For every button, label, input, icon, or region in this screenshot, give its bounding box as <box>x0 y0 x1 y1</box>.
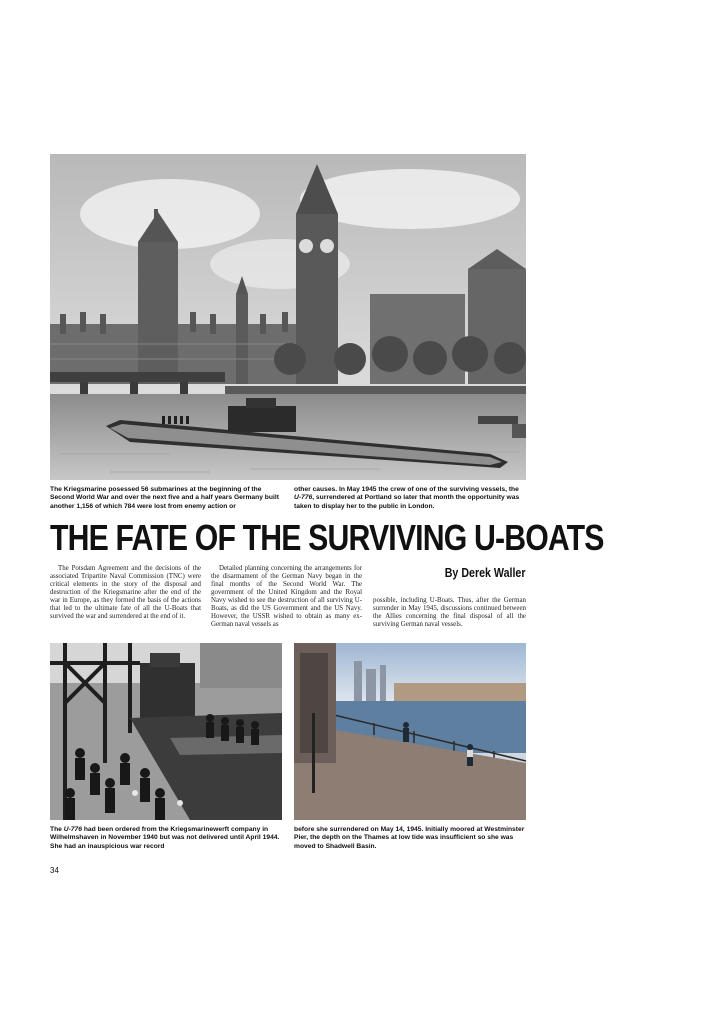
top-photo-westminster-uboat <box>50 154 526 480</box>
caption-text: The <box>50 826 64 833</box>
bottom-right-caption: before she surrendered on May 14, 1945. Initially moored at Westminster Pier, the depth on the Thames at low tide was insufficient so she was moved to Shadwell Basin. <box>294 826 525 850</box>
headline-text: THE FATE OF THE SURVIVING U-BOATS <box>50 517 604 558</box>
vessel-name: U-776 <box>63 826 82 833</box>
article-headline <box>50 516 604 560</box>
article-byline <box>380 565 526 580</box>
caption-text: , surrendered at Portland so later that month the opportunity was taken to display her to the public in London. <box>294 494 520 510</box>
page-number: 34 <box>50 866 59 875</box>
crowd-photo-graphic <box>50 643 282 820</box>
top-photo-caption-left: The Kriegsmarine posessed 56 submarines at the beginning of the Second World War and over the next five and a half years Germany built another 1,156 of which 784 were lost from enemy action or <box>50 486 279 510</box>
westminster-photo-graphic <box>50 154 526 480</box>
body-column-3: possible, including U-Boats. Thus, after the German surrender in May 1945, discussions continued between the Allies concerning the final disposal of all the surviving German naval vessels. <box>373 597 526 628</box>
basin-photo-graphic <box>294 643 526 820</box>
top-photo-caption-right <box>294 486 526 511</box>
photo-shadwell-basin-today <box>294 643 526 820</box>
byline-text: By Derek Waller <box>445 565 526 580</box>
caption-text: had been ordered from the Kriegsmarinewerft company in Wilhelmshaven in November 1940 but was not delivered until April 1944. She had an inauspicious war record <box>50 826 280 850</box>
body-column-2: Detailed planning concerning the arrangements for the disarmament of the German Navy began in the final months of the Second World War. The government of the United Kingdom and the Royal Navy wished to see the destruction of all surviving U-Boats, as did the US Government and the US Navy. However, the USSR wished to obtain as many ex-German naval vessels as <box>211 565 362 628</box>
vessel-name: U-776 <box>294 494 313 502</box>
body-column-1: The Potsdam Agreement and the decisions of the associated Tripartite Naval Commission (TNC) were critical elements in the story of the disposal and destruction of the Kriegsmarine after the end of the war in Europe, as they formed the basis of the actions that led to the ultimate fate of all the U-Boats that survived the war and surrendered at the end of it. <box>50 565 201 620</box>
bottom-left-caption <box>50 826 282 851</box>
caption-text: other causes. In May 1945 the crew of one of the surviving vessels, the <box>294 486 519 493</box>
photo-crowd-at-uboat <box>50 643 282 820</box>
